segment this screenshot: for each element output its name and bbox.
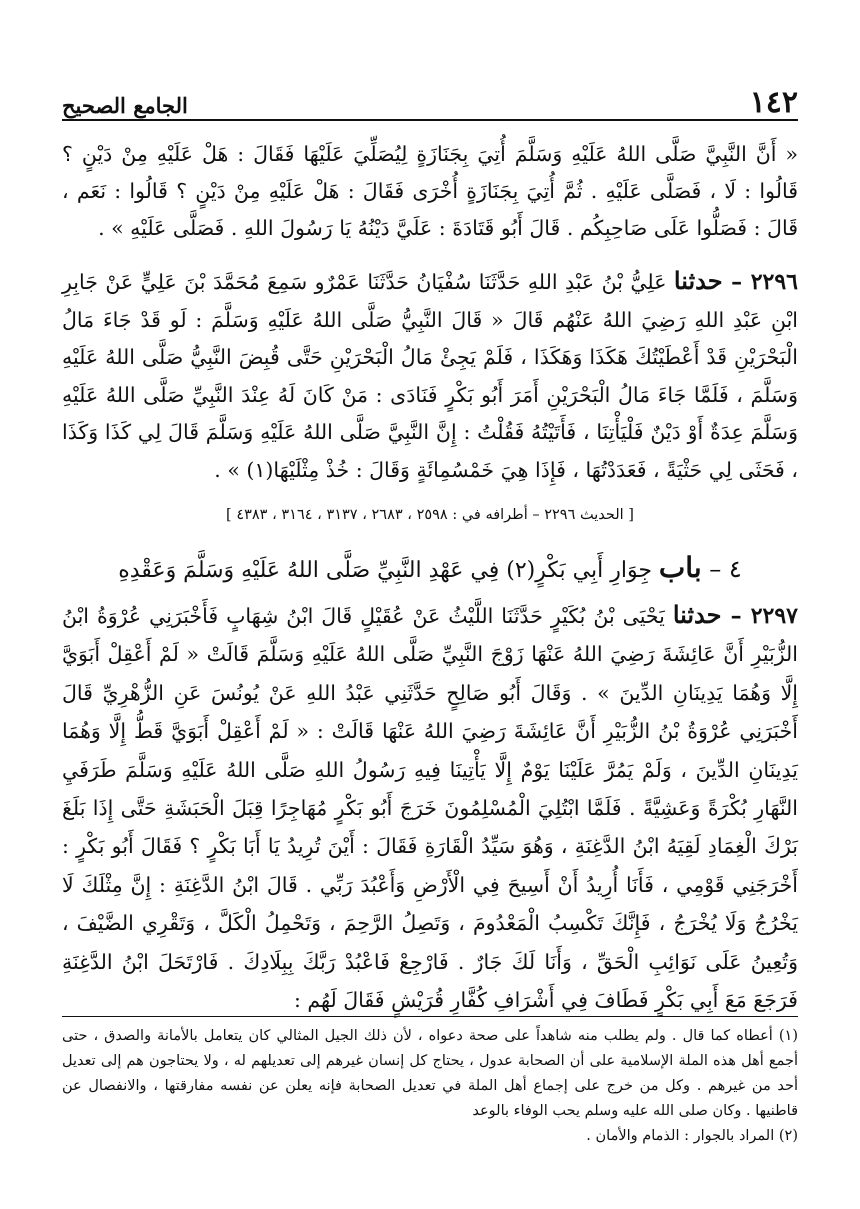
chapter-title: جِوَارِ أَبِي بَكْرٍ(٢) فِي عَهْدِ النَّبِيِّ صَلَّى اللهُ عَلَيْهِ وَسَلَّمَ وَعَقْدِهِ	[118, 558, 659, 583]
haddathana-word: حدثنا	[672, 600, 722, 629]
page-header	[62, 76, 798, 118]
footnote-rule	[62, 1016, 798, 1017]
hadith-number: ٢٢٩٦	[750, 269, 798, 295]
footnote-1: (١) أعطاه كما قال . ولم يطلب منه شاهداً على صحة دعواه ، لأن ذلك الجيل المثالي كان يتعامل بالأمانة والصدق ، حتى أجمع أهل هذه الملة الإسلامية على أن الصحابة عدول ، يحتاج كل إنسان غيرهم إلى تعديلهم له ، ولا يحتاجون هم إلى تعديل أحد من غيرهم . وكل من خرج على إجماع أهل الملة في تعديل الصحابة فإنه يعلن عن نفسه مفارقتها ، والانفصال عن قاطنيها . وكان صلى الله عليه وسلم يحب الوفاء بالوعد	[62, 1028, 798, 1119]
hadith-continuation	[62, 136, 798, 247]
hadith-number: ٢٢٩٧	[750, 603, 798, 629]
header-rule	[62, 119, 798, 121]
footnote-2: (٢) المراد بالجوار : الذمام والأمان .	[586, 1128, 798, 1144]
chapter-number: ٤	[728, 555, 742, 583]
chapter-dash: –	[701, 555, 729, 583]
hadith-continuation-text: « أَنَّ النَّبِيَّ صَلَّى اللهُ عَلَيْهِ وَسَلَّمَ أُتِيَ بِجَنَازَةٍ لِيُصَلِّيَ عَلَيْهَا فَقَالَ : هَلْ عَلَيْهِ مِنْ دَيْنٍ ؟ قَالُوا : لَا ، فَصَلَّى عَلَيْهِ . ثُمَّ أُتِيَ بِجَنَازَةٍ أُخْرَى فَقَالَ : هَلْ عَلَيْهِ مِنْ دَيْنٍ ؟ قَالُوا : نَعَم ، قَالَ : فَصَلُّوا عَلَى صَاحِبِكُم . قَالَ أَبُو قَتَادَةَ : عَلَيَّ دَيْنُهُ يَا رَسُولَ اللهِ . فَصَلَّى عَلَيْهِ » .	[62, 142, 798, 240]
hadith-text: عَلِيُّ بْنُ عَبْدِ اللهِ حَدَّثَنَا سُفْيَانُ حَدَّثَنَا عَمْرٌو سَمِعَ مُحَمَّدَ بْنَ عَلِيٍّ عَنْ جَابِرِ ابْنِ عَبْدِ اللهِ رَضِيَ اللهُ عَنْهُم قَالَ « قَالَ النَّبِيُّ صَلَّى اللهُ عَلَيْهِ وَسَلَّمَ : لَو قَدْ جَاءَ مَالُ الْبَحْرَيْنِ قَدْ أَعْطَيْتُكَ هَكَذَا وَهَكَذَا ، فَلَمْ يَجِئْ مَالُ الْبَحْرَيْنِ حَتَّى قُبِضَ النَّبِيُّ صَلَّى اللهُ عَلَيْهِ وَسَلَّمَ ، فَلَمَّا جَاءَ مَالُ الْبَحْرَيْنِ أَمَرَ أَبُو بَكْرٍ فَنَادَى : مَنْ كَانَ لَهُ عِنْدَ النَّبِيِّ صَلَّى اللهُ عَلَيْهِ وَسَلَّمَ عِدَةٌ أَوْ دَيْنٌ فَلْيَأْتِنَا ، فَأَتَيْتُهُ فَقُلْتُ : إِنَّ النَّبِيَّ صَلَّى اللهُ عَلَيْهِ وَسَلَّمَ قَالَ لِي كَذَا وَكَذَا ، فَحَثَى لِي حَثْيَةً ، فَعَدَدْتُهَا ، فَإِذَا هِيَ خَمْسُمِائَةٍ وَقَالَ : خُذْ مِثْلَيْهَا(١) » .	[62, 270, 798, 482]
haddathana-word: حدثنا	[673, 266, 723, 295]
footnotes	[62, 1024, 798, 1149]
hadith-dash: –	[721, 603, 751, 629]
hadith-text: يَحْيَى بْنُ بُكَيْرٍ حَدَّثَنَا اللَّيْثُ عَنْ عُقَيْلٍ قَالَ ابْنُ شِهَابٍ فَأَخْبَرَنِي عُرْوَةُ ابْنُ الزُّبَيْرِ أَنَّ عَائِشَةَ رَضِيَ اللهُ عَنْهَا زَوْجَ النَّبِيِّ صَلَّى اللهُ عَلَيْهِ وَسَلَّمَ قَالَتْ « لَمْ أَعْقِلْ أَبَوَيَّ إِلَّا وَهُمَا يَدِينَانِ الدِّينَ » . وَقَالَ أَبُو صَالِحٍ حَدَّثَنِي عَبْدُ اللهِ عَنْ يُونُسَ عَنِ الزُّهْرِيِّ قَالَ أَخْبَرَنِي عُرْوَةُ بْنُ الزُّبَيْرِ أَنَّ عَائِشَةَ رَضِيَ اللهُ عَنْهَا قَالَتْ : « لَمْ أَعْقِلْ أَبَوَيَّ قَطُّ إِلَّا وَهُمَا يَدِينَانِ الدِّينَ ، وَلَمْ يَمُرَّ عَلَيْنَا يَوْمٌ إِلَّا يَأْتِينَا فِيهِ رَسُولُ اللهِ صَلَّى اللهُ عَلَيْهِ وَسَلَّمَ طَرَفَيِ النَّهَارِ بُكْرَةً وَعَشِيَّةً . فَلَمَّا ابْتُلِيَ الْمُسْلِمُونَ خَرَجَ أَبُو بَكْرٍ مُهَاجِرًا قِبَلَ الْحَبَشَةِ حَتَّى إِذَا بَلَغَ بَرْكَ الْغِمَادِ لَقِيَهُ ابْنُ الدَّغِنَةِ ، وَهُوَ سَيِّدُ الْقَارَةِ فَقَالَ : أَيْنَ تُرِيدُ يَا أَبَا بَكْرٍ ؟ فَقَالَ أَبُو بَكْرٍ : أَخْرَجَنِي قَوْمِي ، فَأَنَا أُرِيدُ أَنْ أَسِيحَ فِي الْأَرْضِ وَأَعْبُدَ رَبِّي . قَالَ ابْنُ الدَّغِنَةِ : إِنَّ مِثْلَكَ لَا يَخْرُجُ وَلَا يُخْرَجُ ، فَإِنَّكَ تَكْسِبُ الْمَعْدُومَ ، وَتَصِلُ الرَّحِمَ ، وَتَحْمِلُ الْكَلَّ ، وَتَقْرِي الضَّيْفَ ، وَتُعِينُ عَلَى نَوَائِبِ الْحَقِّ ، وَأَنَا لَكَ جَارٌ . فَارْجِعْ فَاعْبُدْ رَبَّكَ بِبِلَادِكَ . فَارْتَحَلَ ابْنُ الدَّغِنَةِ فَرَجَعَ مَعَ أَبِي بَكْرٍ فَطَافَ فِي أَشْرَافِ كُفَّارِ قُرَيْشٍ فَقَالَ لَهُم :	[62, 604, 798, 1013]
hadith-dash: –	[722, 269, 751, 295]
hadith-cross-references: [ الحديث ٢٢٩٦ – أطرافه في : ٢٥٩٨ ، ٢٦٨٣ ، ٣١٣٧ ، ٣١٦٤ ، ٤٣٨٣ ]	[226, 507, 634, 523]
chapter-heading	[62, 548, 798, 588]
chapter-word: باب	[658, 551, 702, 584]
running-title: الجامع الصحيح	[62, 93, 188, 118]
page-number: ١٤٢	[749, 85, 798, 120]
hadith-2296	[62, 262, 798, 489]
hadith-2297	[62, 596, 798, 1019]
